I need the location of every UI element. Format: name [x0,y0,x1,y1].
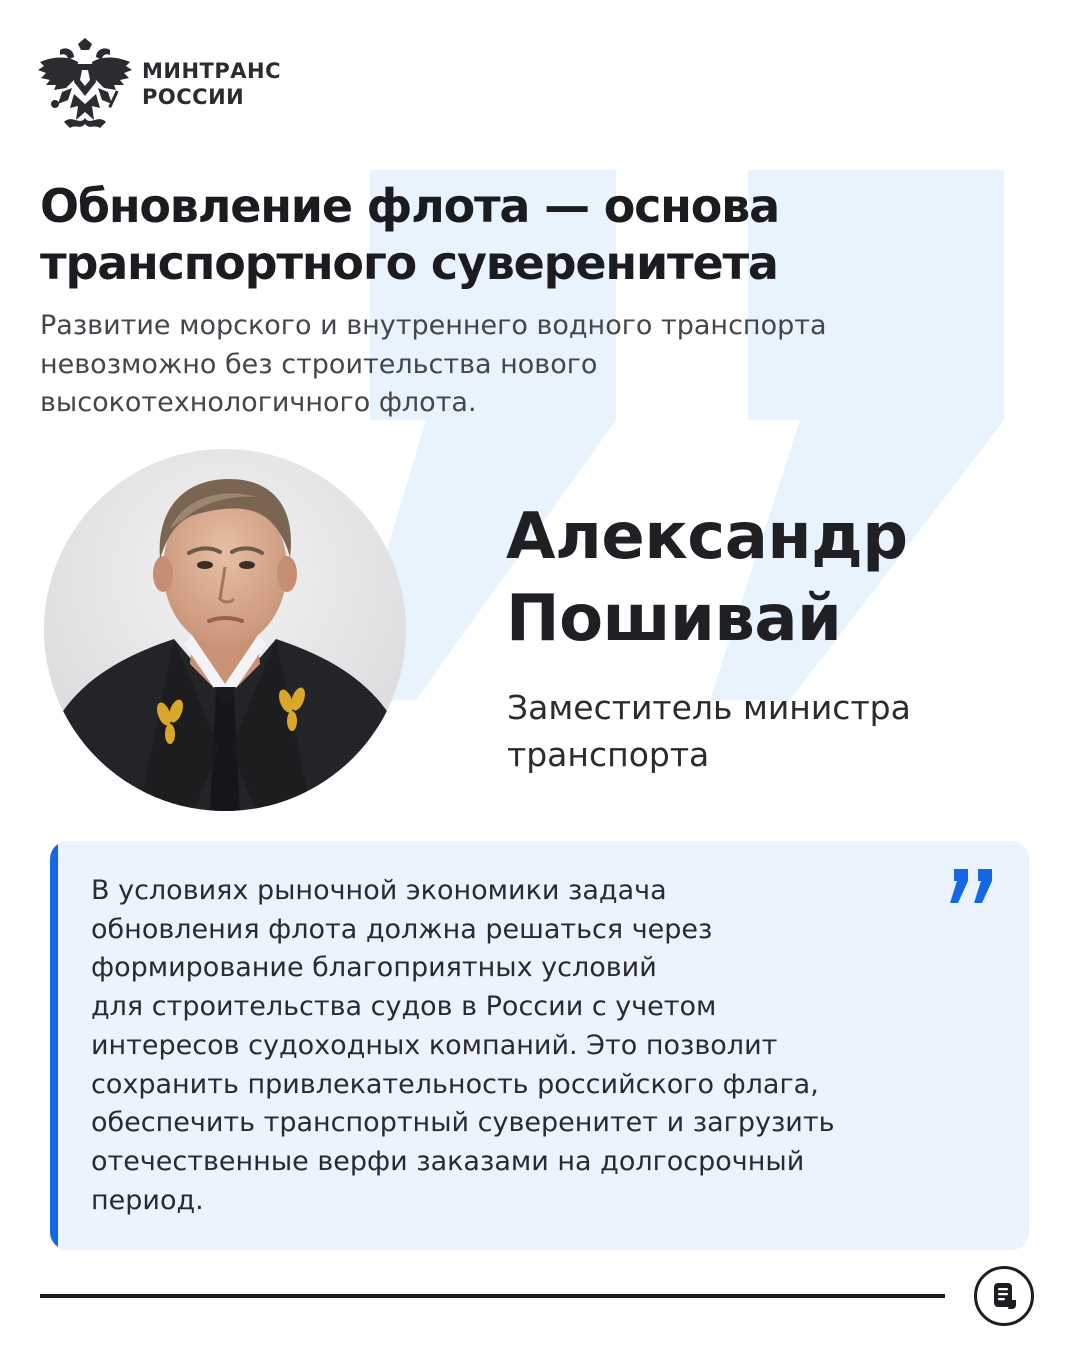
quote-line: интересов судоходных компаний. Это позволит [91,1029,778,1061]
speaker-last-name: Пошивай [506,582,842,656]
quote-line: период. [91,1184,204,1216]
speaker-position [507,684,911,778]
speaker-first-name: Александр [506,500,908,574]
lead-line-2: невозможно без строительства нового [40,348,598,380]
speaker-name [506,496,908,660]
title-line-2: транспортного суверенитета [40,236,778,290]
title-line-1: Обновление флота — основа [40,179,779,233]
ministry-logo [38,38,281,130]
quote-line: обеспечить транспортный суверенитет и загрузить [91,1107,835,1139]
quote-accent-bar [50,841,58,1250]
quote-line: формирование благоприятных условий [91,952,657,984]
document-button[interactable] [974,1266,1034,1326]
brand-line-2: РОССИИ [142,85,245,109]
quote-text [91,872,971,1220]
position-line-1: Заместитель министра [507,688,911,727]
brand-name [142,58,281,110]
quote-line: сохранить привлекательность российского флага, [91,1068,819,1100]
lead-paragraph [40,307,1000,423]
speaker-portrait [44,449,406,811]
document-icon [991,1282,1017,1310]
lead-line-3: высокотехнологичного флота. [40,387,477,418]
quote-card [50,841,1029,1250]
quote-line: обновления флота должна решаться через [91,913,713,945]
quote-line: для строительства судов в России с учетом [91,991,717,1023]
double-headed-eagle-icon [38,38,132,130]
footer-divider [40,1294,945,1298]
quote-line: отечественные верфи заказами на долгосрочный [91,1145,805,1177]
quote-line: В условиях рыночной экономики задача [91,875,667,906]
lead-line-1: Развитие морского и внутреннего водного транспорта [40,310,827,341]
position-line-2: транспорта [507,735,710,774]
portrait-photo [44,449,406,811]
closing-quote-icon [948,869,994,903]
page-title [40,178,1000,292]
brand-line-1: МИНТРАНС [142,59,282,83]
